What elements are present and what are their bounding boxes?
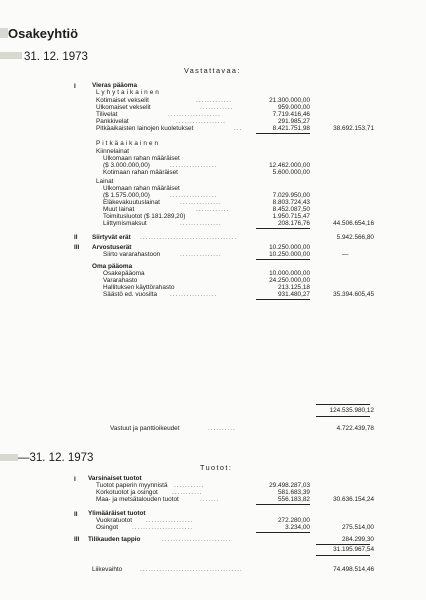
balance-grand-total: 124.535.980,12 bbox=[329, 407, 374, 414]
item-label: Korkotuotot ja osingot bbox=[96, 489, 158, 496]
item-value: 3.234,00 bbox=[285, 524, 310, 531]
item-label: ($ 3.000.000,00) bbox=[103, 162, 150, 169]
item-label: Vuokratuotot bbox=[96, 517, 133, 524]
heading-ylimaaraiset-tuotot: Ylimääräiset tuotot bbox=[88, 510, 146, 517]
vastuut-value: 4.722.439,78 bbox=[336, 425, 374, 432]
item-label: Osingot bbox=[96, 524, 119, 531]
dot-leader: ............... bbox=[180, 251, 222, 258]
item-value: 10.000.000,00 bbox=[269, 270, 310, 277]
item-value: 556.183,82 bbox=[278, 496, 310, 503]
heading-pitkaaikainen: Pitkäaikainen bbox=[96, 140, 161, 147]
sum-rule bbox=[316, 544, 370, 545]
item-value: 7.029.950,00 bbox=[272, 192, 310, 199]
item-label: Tilivelat bbox=[96, 111, 118, 118]
heading-kiinnelainat: Kiinnelainat bbox=[96, 148, 130, 155]
company-name: Osakeyhtiö bbox=[8, 26, 79, 41]
dot-leader: .......... bbox=[208, 425, 236, 432]
dot-leader: ................. bbox=[170, 162, 218, 169]
heading-siirtyvat-erat: Siirtyvät erät bbox=[92, 234, 131, 241]
item-value: 12.462.000,00 bbox=[269, 162, 310, 169]
arvostuserat-value: 10.250.000,00 bbox=[269, 244, 310, 251]
roman-I: I bbox=[74, 476, 76, 483]
sum-rule bbox=[316, 404, 370, 405]
item-label: Eläkevakuutuslainat bbox=[103, 199, 160, 206]
item-value: 7.719.416,46 bbox=[272, 111, 310, 118]
item-value: 8.803.724,43 bbox=[272, 199, 310, 206]
dot-leader: ................... bbox=[168, 111, 221, 118]
dot-leader: ......................... bbox=[162, 536, 232, 543]
ylimaaraiset-total: 275.514,00 bbox=[342, 524, 374, 531]
item-value: 959.000,00 bbox=[278, 104, 310, 111]
dot-leader: ................................... bbox=[140, 234, 238, 241]
heading-arvostuserat: Arvostuserät bbox=[92, 244, 132, 251]
item-value: 291.985,27 bbox=[278, 118, 310, 125]
income-grand-total: 31.195.967,54 bbox=[333, 546, 374, 553]
roman-I: I bbox=[74, 83, 76, 90]
dot-leader: ................. bbox=[146, 517, 194, 524]
dot-leader: ............ bbox=[200, 104, 234, 111]
dot-leader: .................. bbox=[176, 118, 226, 125]
siirtyvat-total: 5.942.566,80 bbox=[336, 234, 374, 241]
item-value: 5.600.000,00 bbox=[272, 169, 310, 176]
heading-varsinaiset-tuotot: Varsinaiset tuotot bbox=[88, 475, 142, 482]
scan-smudge bbox=[0, 52, 22, 59]
dot-leader: ............... bbox=[180, 220, 222, 227]
item-value: 8.421.751,98 bbox=[272, 125, 310, 132]
liikevaihto-value: 74.498.514,46 bbox=[333, 566, 374, 573]
vastuut-label: Vastuut ja panttioikeudet bbox=[110, 425, 180, 432]
liikevaihto-label: Liikevaihto bbox=[92, 566, 123, 573]
item-value: 29.498.287,03 bbox=[269, 482, 310, 489]
arvostuserat-total: — bbox=[342, 251, 349, 258]
item-label: Ulkomaiset vekselit bbox=[96, 104, 151, 111]
item-label: ($ 1.575.000,00) bbox=[103, 192, 150, 199]
item-label: Ulkomaan rahan määräiset bbox=[103, 155, 180, 162]
item-label: Liittymismaksut bbox=[103, 220, 147, 227]
dot-leader: ........... bbox=[172, 489, 203, 496]
section-title-liabilities: Vastattavaa: bbox=[184, 66, 241, 75]
item-label: Siirto vararahastoon bbox=[103, 251, 161, 258]
item-value: 1.950.715,47 bbox=[272, 213, 310, 220]
scan-smudge bbox=[0, 454, 18, 461]
sum-rule bbox=[256, 259, 310, 260]
income-date: —31. 12. 1973 bbox=[18, 452, 94, 464]
dot-leader: ................. bbox=[170, 192, 218, 199]
roman-II: II bbox=[74, 234, 78, 241]
varsinaiset-total: 30.636.154,24 bbox=[333, 496, 374, 503]
item-label: Kotimaan rahan määräiset bbox=[103, 169, 178, 176]
dot-leader: ................. bbox=[170, 291, 218, 298]
item-value: 10.250.000,00 bbox=[269, 251, 310, 258]
dot-leader: ............. bbox=[196, 97, 233, 104]
item-label: Pitkäaikaisten lainojen kuoletukset bbox=[96, 125, 194, 132]
balance-date: 31. 12. 1973 bbox=[24, 51, 88, 63]
item-label: Hallituksen käyttörahasto bbox=[103, 284, 175, 291]
dot-leader: ............... bbox=[180, 199, 222, 206]
heading-oma-paaoma: Oma pääoma bbox=[92, 263, 133, 270]
dot-leader: ............ bbox=[196, 206, 230, 213]
sum-rule bbox=[256, 299, 310, 300]
dot-leader: ........... bbox=[174, 482, 205, 489]
item-value: 213.125,18 bbox=[278, 284, 310, 291]
heading-tilikauden-tappio: Tilikauden tappio bbox=[88, 536, 141, 543]
item-label: Säästö ed. vuosilta bbox=[103, 291, 157, 298]
long-total: 44.506.654,16 bbox=[333, 220, 374, 227]
item-label: Ulkomaan rahan määräiset bbox=[103, 185, 180, 192]
sum-rule bbox=[256, 532, 310, 533]
item-value: 24.250.000,00 bbox=[269, 277, 310, 284]
roman-II: II bbox=[74, 511, 78, 518]
heading-lyhytaikainen: Lyhytaikainen bbox=[96, 89, 161, 96]
item-value: 21.300.000,00 bbox=[269, 97, 310, 104]
item-label: Maa- ja metsätalouden tuotot bbox=[96, 496, 179, 503]
item-value: 8.452.087,50 bbox=[272, 206, 310, 213]
sum-rule bbox=[316, 416, 370, 417]
tappio-total: 284.299,30 bbox=[342, 536, 374, 543]
item-label: Pankkivelat bbox=[96, 118, 129, 125]
dot-leader: ... bbox=[234, 125, 243, 132]
item-value: 931.480,27 bbox=[278, 291, 310, 298]
item-value: 272.280,00 bbox=[278, 517, 310, 524]
roman-III: III bbox=[74, 244, 80, 251]
dot-leader: ....... bbox=[200, 496, 220, 503]
roman-III: III bbox=[74, 536, 80, 543]
oma-total: 35.394.605,45 bbox=[333, 291, 374, 298]
item-label: Kotimaiset vekselit bbox=[96, 97, 149, 104]
item-label: Muut lainat bbox=[103, 206, 135, 213]
item-value: 208.176,76 bbox=[278, 220, 310, 227]
item-label: Toimitusluotot ($ 181.289,20) bbox=[103, 213, 186, 220]
section-title-income: Tuotot: bbox=[200, 463, 233, 472]
item-label: Tuotot paperin myynnistä bbox=[96, 482, 168, 489]
heading-vieras-paaoma: Vieras pääoma bbox=[92, 82, 137, 89]
sum-rule bbox=[256, 133, 310, 134]
heading-lainat: Lainat bbox=[96, 178, 114, 185]
short-total: 38.692.153,71 bbox=[333, 125, 374, 132]
sum-rule bbox=[256, 228, 310, 229]
item-label: Osakepääoma bbox=[103, 270, 145, 277]
item-label: Vararahasto bbox=[103, 277, 138, 284]
dot-leader: ...................... bbox=[132, 524, 194, 531]
dot-leader: ..................................... bbox=[140, 566, 243, 573]
sum-rule bbox=[256, 504, 310, 505]
scan-smudge bbox=[0, 28, 8, 38]
sum-rule bbox=[316, 555, 370, 556]
item-value: 581.683,39 bbox=[278, 489, 310, 496]
